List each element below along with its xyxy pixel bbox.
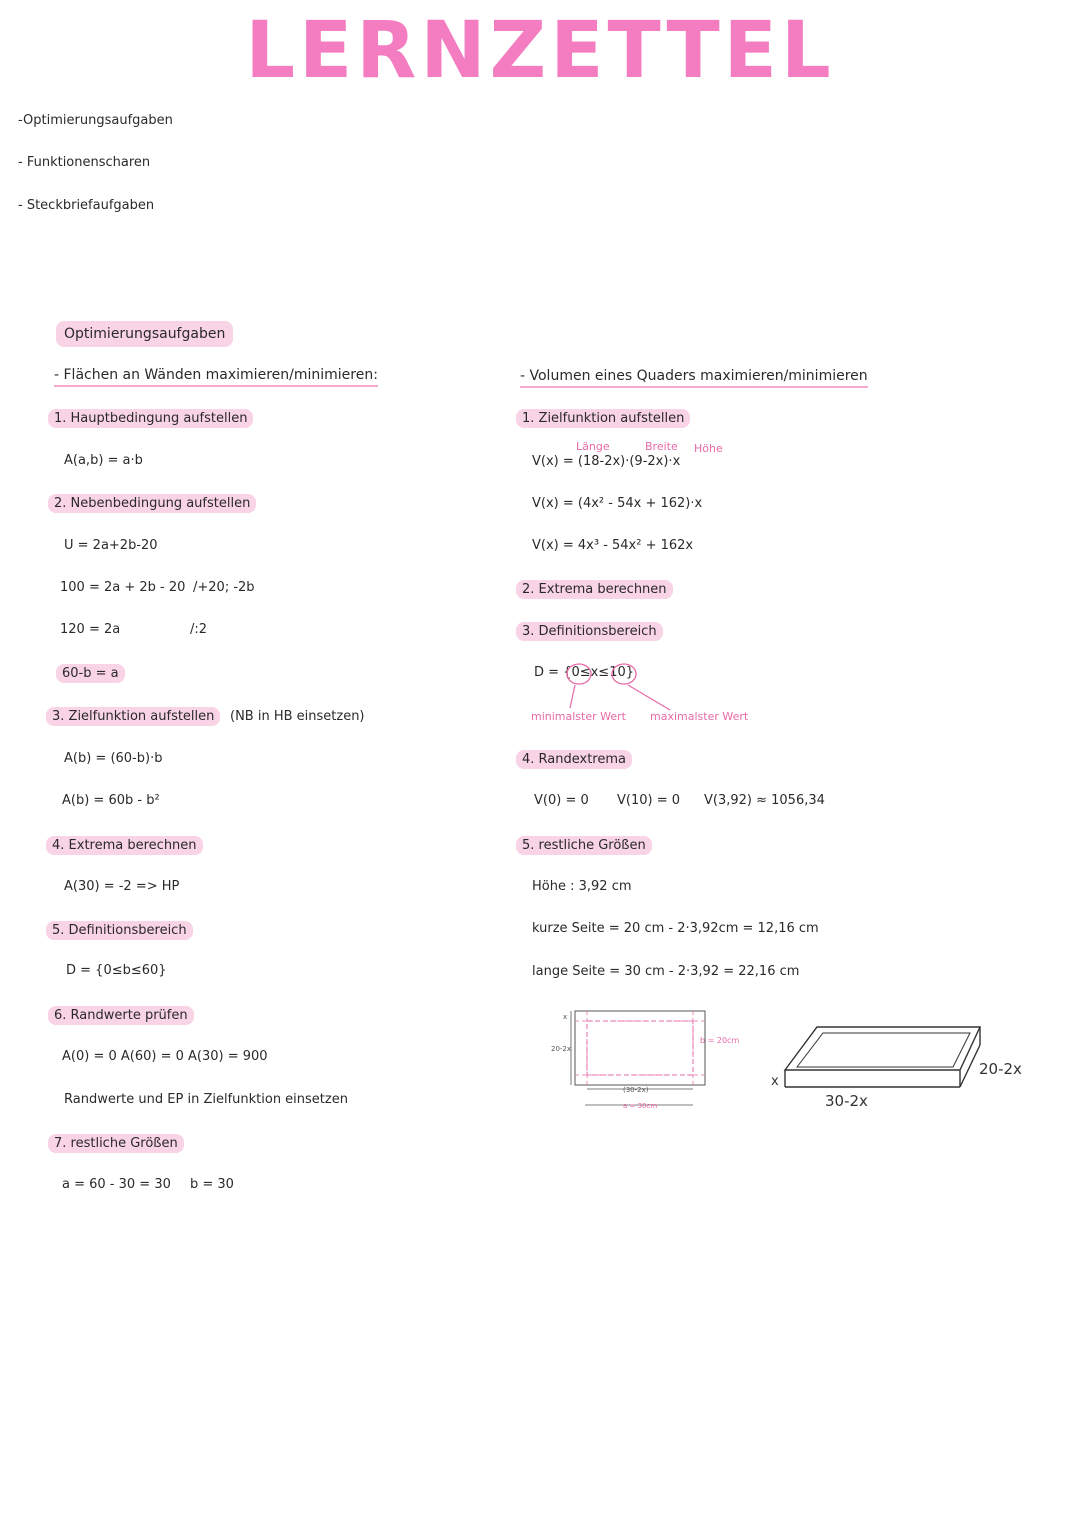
left-step-2-eq1: U = 2a+2b-20 [64,538,158,553]
left-step-2-eq3: 120 = 2a [60,622,121,637]
toc-item-optimierung: -Optimierungsaufgaben [18,113,173,128]
max-label: maximalster Wert [650,710,749,723]
min-label: minimalster Wert [531,710,626,723]
right-step-5-eq2: kurze Seite = 20 cm - 2·3,92cm = 12,16 cm [532,921,819,936]
left-step-1-eq: A(a,b) = a·b [64,453,143,468]
left-step-4-eq: A(30) = -2 => HP [64,879,180,894]
right-step-1-label: 1. Zielfunktion aufstellen [516,409,690,428]
net-x-label: x [563,1013,568,1021]
left-step-6-eq: A(0) = 0 A(60) = 0 A(30) = 900 [62,1049,268,1064]
right-step-4-label: 4. Randextrema [516,750,632,769]
annotation-breite: Breite [645,440,678,453]
net-inner-label: (30-2x) [623,1086,649,1094]
right-step-3-label: 3. Definitionsbereich [516,622,663,641]
right-step-3-eq: D = {0≤x≤10} [534,665,635,680]
left-step-2-op2: /+20; -2b [193,580,255,595]
left-step-2-eq2: 100 = 2a + 2b - 20 [60,580,186,595]
net-side-label: 20-2x [551,1045,572,1053]
left-step-3-eq2: A(b) = 60b - b² [62,793,160,808]
left-step-3-note: (NB in HB einsetzen) [230,709,365,724]
left-step-2-eq4: 60-b = a [56,664,125,683]
left-step-7-eq2: b = 30 [190,1177,234,1192]
page-title: LERNZETTEL [245,6,835,96]
left-step-3-eq1: A(b) = (60-b)·b [64,751,163,766]
right-step-5-eq1: Höhe : 3,92 cm [532,879,632,894]
left-step-4-label: 4. Extrema berechnen [46,836,203,855]
annotation-laenge: Länge [576,440,610,453]
left-step-7-label: 7. restliche Größen [48,1134,184,1153]
box-x-label: x [771,1074,779,1089]
left-step-7-eq1: a = 60 - 30 = 30 [62,1177,171,1192]
right-step-1-eq1: V(x) = (18-2x)·(9-2x)·x [532,454,681,469]
left-step-5-eq: D = {0≤b≤60} [66,963,167,978]
left-title: - Flächen an Wänden maximieren/minimieren: [54,367,378,387]
right-step-4-v2: V(10) = 0 [617,793,681,808]
right-step-1-eq3: V(x) = 4x³ - 54x² + 162x [532,538,694,553]
right-step-5-eq3: lange Seite = 30 cm - 2·3,92 = 22,16 cm [532,964,800,979]
left-step-6-label: 6. Randwerte prüfen [48,1006,194,1025]
right-step-2-label: 2. Extrema berechnen [516,580,673,599]
right-title: - Volumen eines Quaders maximieren/minimieren [520,368,868,388]
annotation-hoehe: Höhe [694,442,723,455]
section-heading: Optimierungsaufgaben [56,321,233,347]
box-3d-diagram [765,1015,1055,1115]
box-long-label: 30-2x [825,1092,868,1110]
right-step-1-eq2: V(x) = (4x² - 54x + 162)·x [532,496,703,511]
right-step-5-label: 5. restliche Größen [516,836,652,855]
left-step-1-label: 1. Hauptbedingung aufstellen [48,409,253,428]
left-step-3-label: 3. Zielfunktion aufstellen [46,707,220,726]
toc-item-steckbrief: - Steckbriefaufgaben [18,198,155,213]
toc-item-funktionenscharen: - Funktionenscharen [18,155,151,170]
net-a-label: a = 30cm [623,1102,658,1110]
net-b-label: b = 20cm [700,1036,740,1045]
left-step-6-note: Randwerte und EP in Zielfunktion einsetzen [64,1092,348,1107]
left-step-2-op3: /:2 [190,622,208,637]
left-step-2-label: 2. Nebenbedingung aufstellen [48,494,256,513]
right-step-4-v3: V(3,92) ≈ 1056,34 [704,793,825,808]
box-short-label: 20-2x [979,1060,1022,1078]
left-step-5-label: 5. Definitionsbereich [46,921,193,940]
box-net-diagram [545,1005,765,1115]
right-step-4-v1: V(0) = 0 [534,793,589,808]
